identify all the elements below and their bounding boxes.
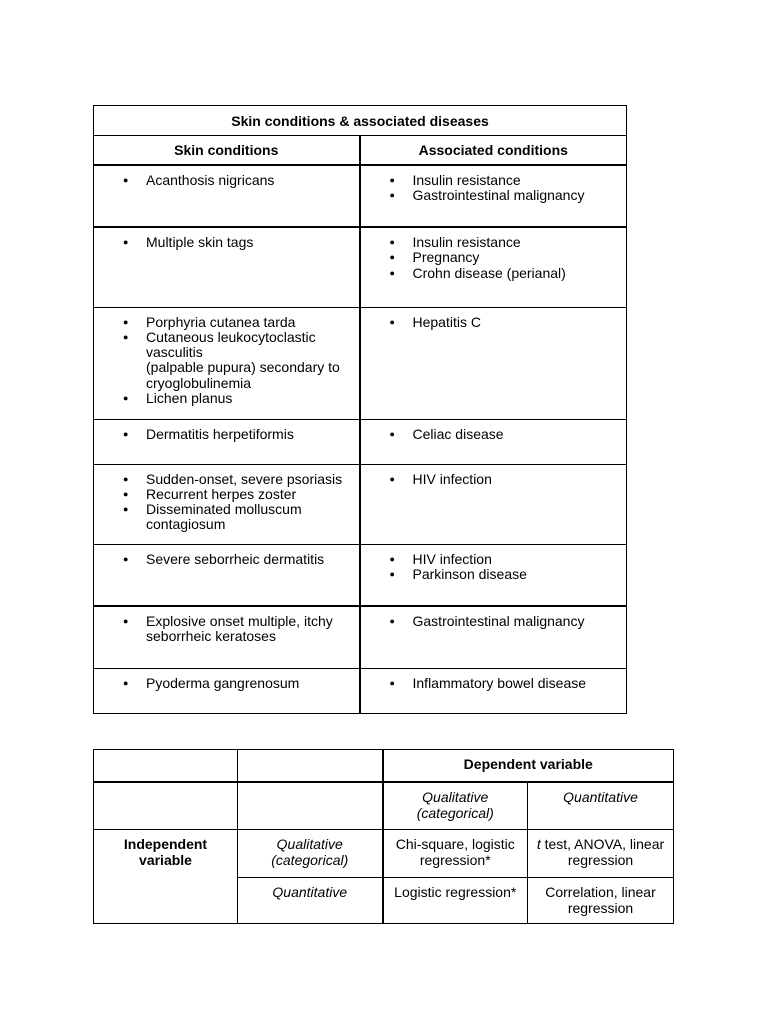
list-item: ● Insulin resistance — [413, 173, 621, 188]
empty-corner-cell — [238, 750, 383, 783]
column-header-skin-conditions: Skin conditions — [94, 136, 360, 166]
list-item: ● Celiac disease — [413, 427, 621, 442]
empty-corner-cell — [238, 782, 383, 830]
list-item: ● Hepatitis C — [413, 315, 621, 330]
dependent-qualitative-header: Qualitative (categorical) — [383, 782, 528, 830]
list-item: ● Acanthosis nigricans — [146, 173, 353, 188]
list-item: ● Insulin resistance — [413, 235, 621, 250]
list-item — [146, 330, 353, 391]
list-item: ● Inflammatory bowel disease — [413, 676, 621, 691]
table-row-6-associated — [360, 544, 627, 606]
list-item: ● Disseminated molluscum contagiosum — [146, 502, 353, 533]
list-item-text: Cutaneous leukocytoclastic vasculitis — [146, 328, 316, 361]
cell-qualitative-quantitative — [528, 830, 674, 878]
table-row-8-skin — [94, 668, 360, 713]
list-item: ● Pregnancy — [413, 250, 621, 265]
table-row-3-associated — [360, 307, 627, 419]
independent-qualitative-header: Qualitative (categorical) — [238, 830, 383, 878]
cell-quantitative-qualitative: Logistic regression* — [383, 878, 528, 924]
table-title: Skin conditions & associated diseases — [94, 106, 627, 136]
skin-conditions-table — [93, 105, 627, 714]
independent-variable-header: Independent variable — [94, 830, 238, 924]
table-row-1-associated — [360, 165, 627, 227]
list-item: ● HIV infection — [413, 472, 621, 487]
table-row-5-associated — [360, 464, 627, 544]
table-row-7-associated — [360, 606, 627, 668]
list-item-text: (palpable pupura) secondary to cryoglobulinemia — [146, 359, 340, 391]
list-item: ● Severe seborrheic dermatitis — [146, 552, 353, 567]
list-item: ● Sudden-onset, severe psoriasis — [146, 472, 353, 487]
table-row-4-associated — [360, 419, 627, 464]
dependent-quantitative-header: Quantitative — [528, 782, 674, 830]
list-item: ● Gastrointestinal malignancy — [413, 614, 621, 629]
list-item: ● Dermatitis herpetiformis — [146, 427, 353, 442]
list-item: ● Porphyria cutanea tarda — [146, 315, 353, 330]
dependent-variable-header: Dependent variable — [383, 750, 674, 783]
table-row-2-skin — [94, 227, 360, 307]
table-row-7-skin — [94, 606, 360, 668]
column-header-associated-conditions: Associated conditions — [360, 136, 627, 166]
table-row-5-skin — [94, 464, 360, 544]
cell-qualitative-qualitative: Chi-square, logistic regression* — [383, 830, 528, 878]
independent-quantitative-header: Quantitative — [238, 878, 383, 924]
list-item: ● Lichen planus — [146, 391, 353, 406]
list-item: ● HIV infection — [413, 552, 621, 567]
t-test-italic: t — [536, 836, 541, 852]
cell-text: test, ANOVA, linear regression — [540, 836, 665, 868]
table-row-3-skin — [94, 307, 360, 419]
table-row-6-skin — [94, 544, 360, 606]
table-row-2-associated — [360, 227, 627, 307]
list-item: ● Pyoderma gangrenosum — [146, 676, 353, 691]
list-item: ● Multiple skin tags — [146, 235, 353, 250]
statistical-tests-table — [93, 749, 674, 924]
empty-corner-cell — [94, 782, 238, 830]
table-row-4-skin — [94, 419, 360, 464]
cell-quantitative-quantitative: Correlation, linear regression — [528, 878, 674, 924]
table-row-1-skin — [94, 165, 360, 227]
list-item: ● Crohn disease (perianal) — [413, 266, 621, 281]
table-row-8-associated — [360, 668, 627, 713]
list-item: ● Recurrent herpes zoster — [146, 487, 353, 502]
empty-corner-cell — [94, 750, 238, 783]
list-item: ● Parkinson disease — [413, 567, 621, 582]
list-item: ● Explosive onset multiple, itchy seborrheic keratoses — [146, 614, 353, 645]
list-item: ● Gastrointestinal malignancy — [413, 188, 621, 203]
